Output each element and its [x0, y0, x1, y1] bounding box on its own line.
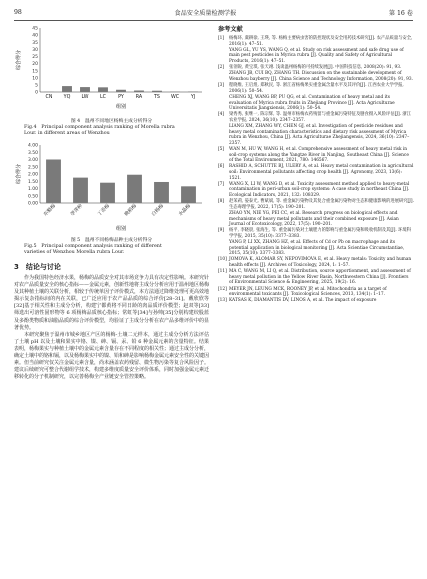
figure-5-bar — [46, 160, 61, 204]
reference-number: [10] — [218, 257, 227, 263]
reference-number: [1] — [218, 36, 225, 41]
figure-4-bar — [152, 91, 162, 92]
figure-5-bar — [181, 186, 196, 203]
page-header — [14, 6, 413, 21]
reference-number: [7] — [218, 181, 225, 187]
reference-text: 杨平, 李晓晨, 张海生, 等. 重金属污染对土壤肥力的影响与重金属污染和吸收机制及其[J]. 环境科学学报, 2015, 35(10): 3377–3383. — [229, 228, 412, 239]
figure-5-y-axis-label: 综合得分 — [16, 163, 22, 185]
reference-number — [218, 124, 229, 146]
reference-text: YANG P, LI XX, ZHANG HZ, et al. Effects of Cd or Pb on macrophage and its potential application in biological monitoring [J]. Acta Scientiae Circumstantiae, 2015, 35(10): 3377–3383. — [229, 240, 405, 257]
page-number: 98 — [14, 8, 22, 16]
reference-text: 梁秀秀, 张继一, 陈宗辉, 等. 温州市杨梅农药残留与重金属污染特征及膳食摄入风险评估[J]. 浙江农业学报, 2024, 36(10): 2347–2357. — [229, 112, 412, 123]
figure-4-bar — [98, 87, 108, 92]
figure-5-x-tick-label: 晚稻梅 — [124, 203, 138, 218]
figure-4-caption-cn: 图 4 温州不同地区杨梅主成分析得分 — [70, 119, 153, 124]
reference-number — [218, 71, 229, 82]
reference-number: [5] — [218, 147, 225, 153]
figure-5-y-tick-label: 2.50 — [27, 165, 38, 171]
reference-number: [12] — [218, 286, 227, 292]
figure-4-y-tick-label: 40 — [32, 33, 38, 39]
figure-4-y-tick-label: 20 — [32, 62, 38, 68]
reference-item — [218, 287, 414, 298]
figure-4-x-tick-label: RA — [135, 95, 143, 100]
reference-item — [218, 269, 414, 286]
figure-5-x-axis-label: 组别 — [115, 226, 127, 232]
reference-text: 程晓维, 王启煌, 郑秋民, 等. 浙江省杨梅果实重金属含量水平及其评价[J]. 江西农业大学学报, 2006(1): 50–54. — [229, 83, 404, 94]
figure-5-bar — [73, 178, 88, 203]
reference-text: WAN M, HU W, WANG H, et al. Comprehensive assessment of heavy metal risk in soil-crop systems along the Yangtze River in Nanjing, Southeast China [J]. Science of the Total Environment, 2021, 780: 146567. — [229, 147, 409, 164]
figure-5-caption-cn: 图 5 温州不同杨梅品种主成分析得分 — [70, 238, 153, 243]
figure-4-x-axis-label: 组别 — [115, 104, 127, 110]
figure-5-y-tick-label: 2.00 — [27, 172, 38, 178]
figure-4-y-tick-label: 0 — [35, 90, 38, 96]
reference-text: YANG GL, YU YS, WANG Q, et al. Study on risk assessment and safe drug use of main pest pesticides in Myrica rubra [J]. Quality and Safety of Agricultural Products, 2016(1): 47–51. — [229, 47, 404, 64]
reference-item — [218, 228, 414, 239]
figure-4-x-tick-label: PY — [118, 95, 124, 100]
figure-4-y-tick-label: 35 — [32, 40, 38, 46]
reference-item — [218, 83, 414, 94]
left-column — [14, 24, 209, 381]
reference-number: [8] — [218, 199, 225, 205]
figure-5-x-tick-label: 东魁梅 — [43, 203, 57, 218]
reference-text: ZHANG JB, CUI BQ, ZHANG TH. Discussion on the sustainable development of Wenzhou bayberry [J]. China Science and Technology Information, 2008(20): 91, 93. — [229, 71, 414, 82]
paragraph-2: 本研究聚焦于温州市城乡地区产区的杨梅-土壤二元样本，通过主成分分析方法评估了土壤 pH 以及土壤和果实中铬、镍、砷、镉、汞、铅 6 种金属元素的含量特征。结果表明，杨梅果实与种植土壤中的金属元素含量存在不同程度的相关性；通过主成分分析，确定土壤中的铬和镉，以及杨梅果实中的镍、铅和砷是影响杨梅金属元素安全性的关键因素。但当前研究仅关注金属元素含量，尚未涵盖农药残留、微生物污染等复合风险因子。建议后续研究可整合代谢组学技术，构建多维度质量安全评价体系，同时加强金属元素迁移转化的分子机制研究，以完善杨梅全产业链安全管控策略。 — [14, 331, 210, 381]
figure-4-y-tick-label: 25 — [32, 55, 38, 61]
reference-text: 赵茉莉, 晏泰光, 曹斌斌, 等. 重金属污染物及其复合重金属污染物对生态和健康影响的进展研究[J]. 生态毒理学报, 2022, 17(5): 190–201. — [229, 199, 414, 210]
journal-name: 食品安全质量检测学报 — [174, 9, 237, 17]
figure-4-x-tick-label: LC — [99, 95, 107, 100]
reference-item — [218, 71, 414, 82]
figure-4-y-tick-label: 45 — [32, 26, 38, 32]
references-title: 参考文献 — [218, 26, 243, 33]
reference-text: WANG X, LI W, WANG D, et al. Toxicity assessment method applied to heavy-metal contamination in peri-urban soil-crop systems: A case study in northeast China [J]. Ecological Indicators, 2021, 132: 108329. — [229, 181, 410, 198]
reference-item — [218, 257, 414, 268]
figure-5-bar — [100, 183, 115, 203]
reference-text: MEYER JN, LEUNG MCK, ROONEY JP, et al. Mitochondria as a target of environmental toxicants [J]. Toxicological Sciences, 2013, 134(1): 1–17. — [229, 286, 387, 298]
reference-item — [218, 199, 414, 210]
reference-number — [218, 240, 229, 257]
reference-number: [4] — [218, 112, 225, 118]
figure-5-x-tick-label: 白杨梅 — [151, 203, 165, 218]
reference-number — [218, 95, 229, 112]
figure-4-y-axis-label: 综合得分 — [16, 49, 22, 71]
reference-item — [218, 112, 414, 123]
reference-text: RASHID A, SCHUTTE BJ, ULERY A, et al. Heavy metal contamination in agricultural soil: Environmental pollutants affecting crop health [J]. Agronomy, 2023, 13(6): 1521. — [229, 164, 414, 181]
reference-number: [11] — [218, 269, 227, 275]
figure-5-chart — [14, 141, 209, 233]
reference-item — [218, 211, 414, 228]
reference-list — [218, 36, 414, 304]
reference-item — [218, 36, 414, 47]
figure-4-bar — [62, 86, 72, 92]
reference-number: [3] — [218, 83, 225, 89]
figure-4 — [14, 24, 209, 137]
reference-number: [9] — [218, 228, 225, 234]
reference-item — [218, 95, 414, 112]
figure-5-caption-en-2: varieties of Wenzhou Morella rubra Lour. — [24, 250, 125, 255]
reference-text: LIANG XM, ZHANG WY, CHEN GJ, et al. Investigation of pesticide residues and heavy metal contamination characteristics and dietary risk assessment of Myrica rubra in Wenzhou, China [J]. Acta Agriculturae Zhejiangensis, 2024, 36(10): 2347–2357. — [229, 124, 410, 146]
reference-text: MA C, WANG M, LI Q, et al. Distribution, source apportionment, and assessment of heavy metal pollution in the Yellow River Basin, Northwestern China [J]. Frontiers of Environmental Science & Engineering, 2025, 19(2): 16. — [229, 269, 411, 286]
paragraph-1: 作为我国特色经济水果，杨梅的品质安全对其市场竞争力具有决定性影响。本研究针对农产品质量安全的核心指标——金属元素，创新性地将主成分分析应用于温州地区杨梅及其种植土壤的关联分析，相较于传统单因子评价模式，本方法通过降维处理可更高效地揭示复杂指标间的内在关联，已广泛应用于农产品品质的综合评价[28–31]。戴欣欣等[32]基于相关性和主成分分析，构建宁都黄将不同日龄的肉品质评价模型；赵双等[33]筛选出可溶性固形物等 6 项杨梅品质核心指标；常虹等[34]与孙帅[35]分别构建绞股蓝及多酚类物质和油脂品质的综合评价模型，均验证了主成分分析在农产品多维评价中的显著优势。 — [14, 275, 210, 331]
reference-item — [218, 124, 414, 146]
figure-5-x-tick-label: 水晶梅 — [178, 203, 192, 218]
figure-4-caption — [14, 119, 209, 137]
figure-4-x-tick-label: CN — [45, 95, 53, 100]
figure-5-caption — [14, 238, 209, 256]
figure-4-y-tick-label: 30 — [32, 47, 38, 53]
figure-4-x-tick-label: LW — [81, 95, 89, 100]
reference-text: JOMOVA K, ALOMAR SY, NEPOVIMOVA E, et al. Heavy metals: Toxicity and human health effects [J]. Archives of Toxicology, 2024, 1: 1–57. — [229, 257, 412, 269]
figure-4-y-tick-label: 5 — [35, 83, 38, 89]
figure-5-y-tick-label: 0.50 — [27, 194, 38, 200]
reference-item — [218, 164, 414, 181]
section-title: 3 结论与讨论 — [14, 263, 61, 271]
reference-number: [6] — [218, 164, 225, 170]
figure-5-y-tick-label: 3.50 — [27, 150, 38, 156]
reference-item — [218, 48, 414, 65]
figure-4-bar — [80, 87, 90, 92]
reference-number — [218, 211, 229, 228]
figure-5 — [14, 141, 209, 256]
figure-4-caption-en-1: Fig.4 Principal component analysis ranking of Morella rubra — [24, 125, 175, 130]
figure-4-caption-en-2: Lour. in different areas of Wenzhou — [24, 131, 110, 136]
reference-item — [218, 240, 414, 257]
volume-label: 第 16 卷 — [388, 9, 413, 17]
figure-4-bar — [116, 90, 126, 92]
figure-4-chart — [14, 24, 209, 114]
reference-item — [218, 182, 414, 199]
reference-text: CHENG XJ, WANG BP, PU QG, et al. Contamination of heavy metal and its evaluation of Myrica rubra fruits in Zhejiang Province [J]. Acta Agriculturae Universitatis Jiangxiensis, 2006(1): 50–54. — [229, 94, 395, 112]
reference-text: KATSAS K, DIAMANTIS DV, LINOS A, et al. The impact of exposure — [229, 298, 377, 304]
figure-5-bar — [127, 175, 142, 203]
figure-5-bar — [154, 182, 169, 203]
figure-4-x-tick-label: TS — [154, 95, 160, 100]
reference-number — [218, 48, 229, 65]
reference-text: 张翎锐, 黄宝琪, 张天翊. 浅谈温州杨梅的可持续发展[J]. 中国科技信息, 2008(20): 91, 93. — [229, 65, 402, 71]
figure-4-y-tick-label: 15 — [32, 69, 38, 75]
figure-5-y-tick-label: 3.00 — [27, 158, 38, 164]
reference-number: [13] — [218, 298, 227, 304]
figure-5-x-tick-label: 丁岙梅 — [97, 203, 111, 218]
figure-4-x-tick-label: YJ — [190, 95, 196, 100]
reference-text: 杨梅环, 虞耕徐, 王瑛, 等. 杨梅主要病虫害的防控现状及安全用药技术研究[J]. 农产品质量与安全, 2016(1): 47–51. — [229, 36, 413, 47]
right-column — [218, 24, 414, 305]
figure-5-y-tick-label: 4.00 — [27, 143, 38, 149]
figure-4-x-tick-label: WC — [170, 95, 180, 100]
figure-5-x-tick-label: 荸荠种 — [70, 203, 84, 218]
figure-4-y-tick-label: 10 — [32, 76, 38, 82]
reference-number: [2] — [218, 65, 225, 71]
figure-5-caption-en-1: Fig.5 Principal component analysis ranking of different — [24, 244, 162, 249]
figure-5-y-tick-label: 1.50 — [27, 179, 38, 185]
reference-item — [218, 65, 414, 71]
reference-text: ZHAO YN, NIE YG, PEI CC, et al. Research progress on biological effects and mechanisms of heavy metal pollutants and their combined exposure [J]. Asian Journal of Ecotoxicology, 2022, 17(5): 190–201. — [229, 210, 399, 228]
reference-item — [218, 298, 414, 304]
reference-item — [218, 147, 414, 164]
figure-5-y-tick-label: 0.00 — [27, 201, 38, 207]
figure-5-y-tick-label: 1.00 — [27, 187, 38, 193]
figure-4-x-tick-label: YQ — [63, 95, 71, 100]
figure-4-bar — [134, 91, 144, 92]
